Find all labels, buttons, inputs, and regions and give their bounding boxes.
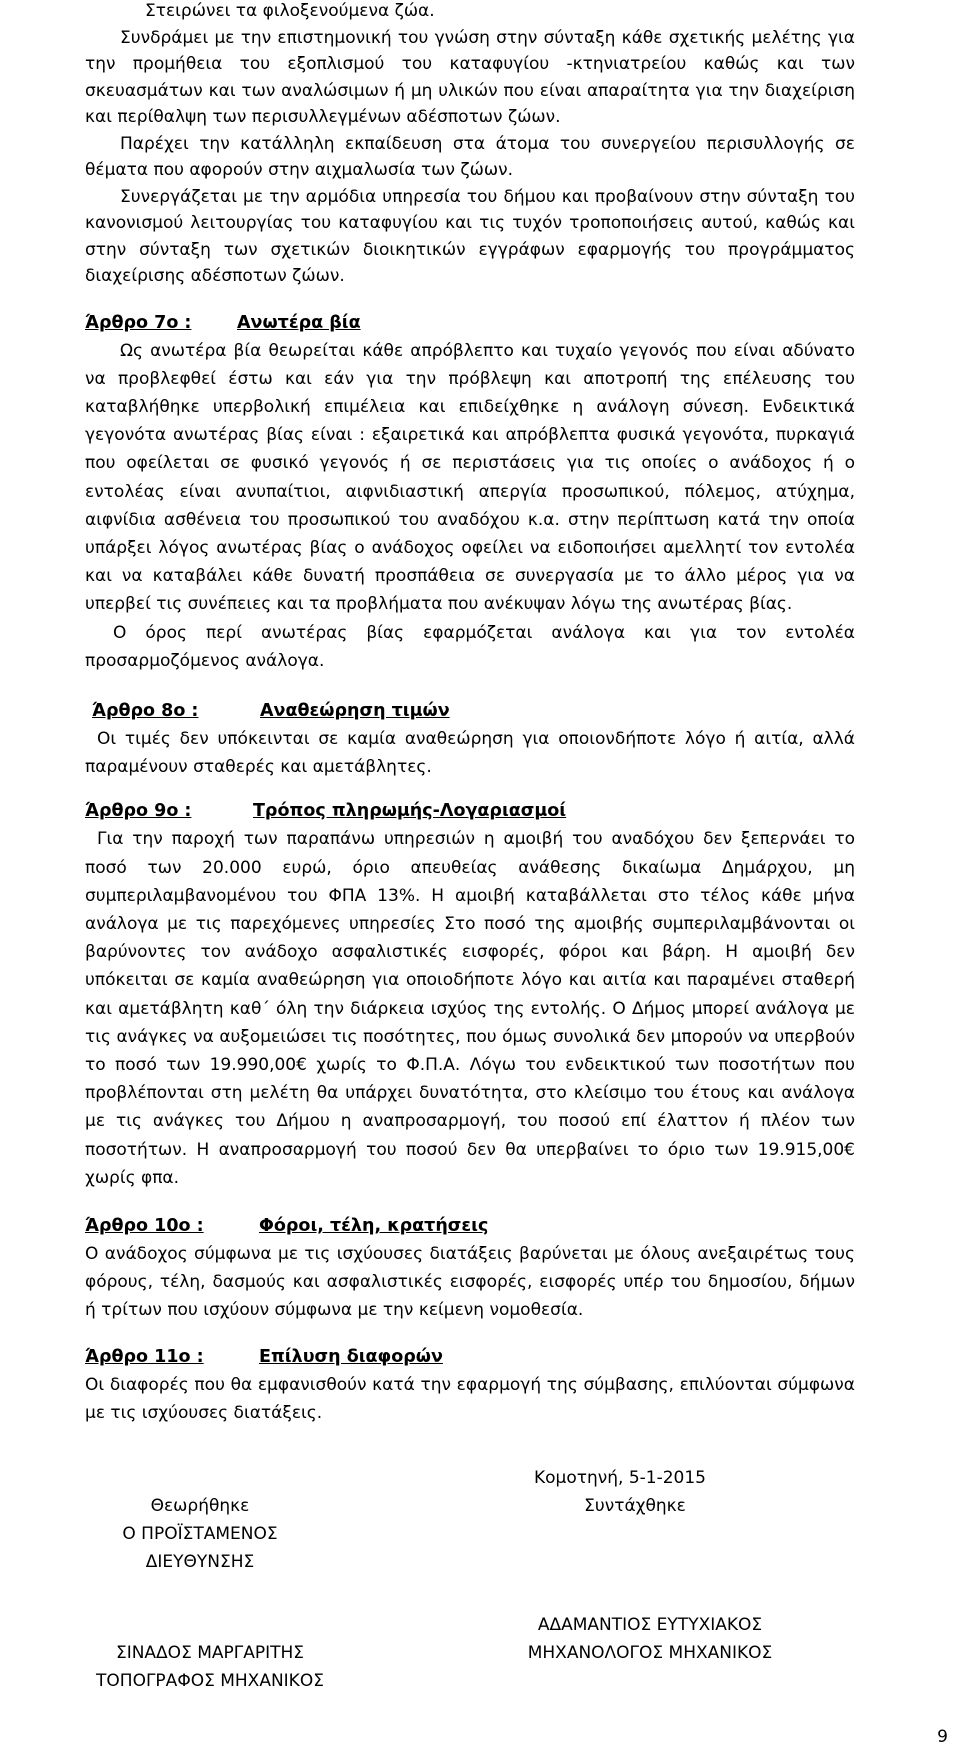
left-sig-line3: ΔΙΕΥΘΥΝΣΗΣ bbox=[145, 1552, 255, 1572]
left-sig-line2: Ο ΠΡΟΪΣΤΑΜΕΝΟΣ bbox=[122, 1524, 278, 1544]
page-number: 9 bbox=[937, 1727, 948, 1747]
article-7-number: Άρθρο 7ο : bbox=[85, 312, 192, 333]
article-9-paragraph-1: Για την παροχή των παραπάνω υπηρεσιών η αμοιβή του αναδόχου δεν ξεπερνάει το ποσό των 20.000 ευρώ, όριο απευθείας ανάθεσης δικαίωμα Δημάρχου, μη συμπεριλαμβανομένου του ΦΠΑ 13%. Η αμοιβή καταβάλλεται στο τέλος κάθε μήνα ανάλογα με τις παρεχόμενες υπηρεσίες Στο ποσό της αμοιβής συμπεριλαμβάνονται οι βαρύνοντες τον ανάδοχο ασφαλιστικές εισφορές, φόροι και βάρη. Η αμοιβή δεν υπόκειται σε καμία αναθεώρηση για οποιοδήποτε λόγο και αιτία και παραμένει σταθερή και αμετάβλητη καθ΄ όλη την διάρκεια ισχύος της εντολής. Ο Δήμος μπορεί ανάλογα με τις ανάγκες να αυξομειώσει τις ποσότητες, που όμως συνολικά δεν μπορούν να υπερβούν το ποσό των 19.990,00€ χωρίς το Φ.Π.Α. Λόγω του ενδεικτικού των ποσοτήτων που προβλέπονται στη μελέτη θα υπάρχει δυνατότητα, στο κλείσιμο του έτους και ανάλογα με τις ανάγκες του Δήμου η αναπροσαρμογή, του ποσού επί έλαττον ή πλέον των ποσοτήτων. Η αναπροσαρμογή του ποσού δεν θα υπερβαίνει το όριο των 19.915,00€ χωρίς φπα. bbox=[85, 829, 855, 1188]
article-8-title: Αναθεώρηση τιμών bbox=[260, 700, 450, 721]
article-7-heading bbox=[85, 309, 855, 337]
article-11-title: Επίλυση διαφορών bbox=[259, 1346, 443, 1367]
left-sig-title: ΤΟΠΟΓΡΑΦΟΣ ΜΗΧΑΝΙΚΟΣ bbox=[96, 1671, 324, 1691]
article-10-title: Φόροι, τέλη, κρατήσεις bbox=[259, 1215, 489, 1236]
article-8-paragraph-1: Οι τιμές δεν υπόκεινται σε καμία αναθεώρηση για οποιονδήποτε λόγο ή αιτία, αλλά παραμένουν σταθερές και αμετάβλητες. bbox=[85, 728, 855, 778]
right-sig-name: ΑΔΑΜΑΝΤΙΟΣ ΕΥΤΥΧΙΑΚΟΣ bbox=[537, 1615, 763, 1635]
article-11-paragraph-1: Οι διαφορές που θα εμφανισθούν κατά την εφαρμογή της σύμβασης, επιλύονται σύμφωνα με τις ισχύουσες διατάξεις. bbox=[85, 1374, 855, 1423]
intro-paragraph-1: Στειρώνει τα φιλοξενούμενα ζώα. bbox=[145, 1, 435, 21]
article-8-number: Άρθρο 8ο : bbox=[92, 700, 199, 721]
article-9-heading bbox=[85, 797, 855, 825]
article-7-paragraph-2: Ο όρος περί ανωτέρας βίας εφαρμόζεται ανάλογα και για τον εντολέα προσαρμοζόμενος ανάλογα. bbox=[85, 622, 855, 671]
article-10-number: Άρθρο 10ο : bbox=[85, 1215, 204, 1236]
article-10-paragraph-1: Ο ανάδοχος σύμφωνα με τις ισχύουσες διατάξεις βαρύνεται με όλους ανεξαιρέτως τους φόρους, τέλη, δασμούς και ασφαλιστικές εισφορές, εισφορές υπέρ του δημοσίου, δήμων ή τρίτων που ισχύουν σύμφωνα με την κείμενη νομοθεσία. bbox=[85, 1243, 855, 1321]
article-7-paragraph-1: Ως ανωτέρα βία θεωρείται κάθε απρόβλεπτο και τυχαίο γεγονός που είναι αδύνατο να προβλεφθεί έστω και εάν για την πρόβλεψη και αποτροπή της επέλευσης του καταβλήθηκε υπερβολική επιμέλεια και επιδείχθηκε η ανάλογη σύνεση. Ενδεικτικά γεγονότα ανωτέρας βίας είναι : εξαιρετικά και απρόβλεπτα φυσικά γεγονότα, πυρκαγιά που οφείλεται σε φυσικό γεγονός ή σε περιστάσεις για τις οποίες ο ανάδοχος ή ο εντολέας είναι ανυπαίτιοι, αιφνιδιαστική απεργία προσωπικού, πόλεμος, ατύχημα, αιφνίδια ασθένεια του προσωπικού του αναδόχου κ.α. στην περίπτωση κατά την οποία υπάρξει λόγος ανωτέρας βίας ο ανάδοχος οφείλει να ειδοποιήσει αμελλητί τον εντολέα και να καταβάλει κάθε δυνατή προσπάθεια σε συνεργασία με το άλλο μέρος για να υπερβεί τις συνέπειες και τα προβλήματα που ανέκυψαν λόγω της ανωτέρας βίας. bbox=[85, 340, 855, 615]
article-11-number: Άρθρο 11ο : bbox=[85, 1346, 204, 1367]
article-11-heading bbox=[85, 1343, 855, 1371]
article-7-title: Ανωτέρα βία bbox=[237, 312, 361, 333]
intro-paragraph-3: Παρέχει την κατάλληλη εκπαίδευση στα άτομα του συνεργείου περισυλλογής σε θέματα που αφορούν στην αιχμαλωσία των ζώων. bbox=[85, 133, 855, 180]
right-sig-title: ΜΗΧΑΝΟΛΟΓΟΣ ΜΗΧΑΝΙΚΟΣ bbox=[527, 1643, 773, 1663]
right-sig-line1: Συντάχθηκε bbox=[584, 1496, 686, 1516]
article-10-heading bbox=[85, 1212, 855, 1240]
article-9-number: Άρθρο 9ο : bbox=[85, 801, 192, 822]
intro-paragraph-4: Συνεργάζεται με την αρμόδια υπηρεσία του δήμου και προβαίνουν στην σύνταξη του κανονισμού λειτουργίας του καταφυγίου και τις τυχόν τροποποιήσεις αυτού, καθώς και στην σύνταξη των σχετικών διοικητικών εγγράφων εφαρμογής του προγράμματος διαχείρισης αδέσποτων ζώων. bbox=[85, 186, 855, 286]
article-8-heading bbox=[85, 697, 855, 725]
document-page bbox=[85, 0, 855, 1427]
left-sig-line1: Θεωρήθηκε bbox=[150, 1496, 250, 1516]
article-9-title: Τρόπος πληρωμής-Λογαριασμοί bbox=[253, 801, 567, 822]
intro-paragraph-2: Συνδράμει με την επιστημονική του γνώση στην σύνταξη κάθε σχετικής μελέτης για την προμήθεια του εξοπλισμού του καταφυγίου -κτηνιατρείου καθώς και των σκευασμάτων και των αναλώσιμων ή μη υλικών που είναι απαραίτητα για την διαχείριση και περίθαλψη των περισυλλεγμένων αδέσποτων ζώων. bbox=[85, 27, 855, 127]
place-date: Κομοτηνή, 5-1-2015 bbox=[533, 1468, 707, 1488]
left-sig-name: ΣΙΝΑΔΟΣ ΜΑΡΓΑΡΙΤΗΣ bbox=[115, 1643, 305, 1663]
